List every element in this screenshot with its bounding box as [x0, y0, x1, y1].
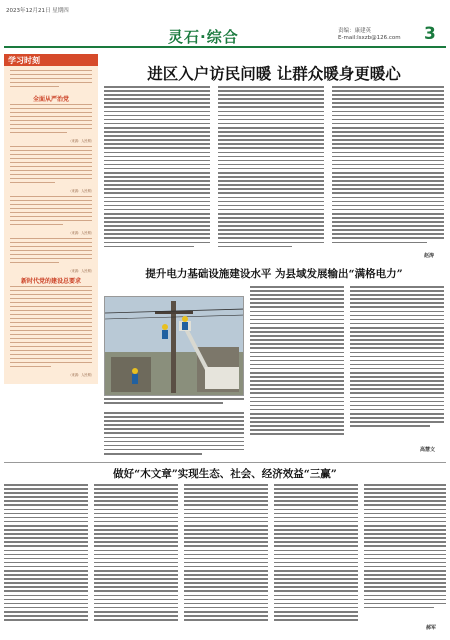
- article3-byline: 郝军: [426, 625, 437, 631]
- article3-body-col: [184, 484, 268, 623]
- page-number: 3: [424, 24, 436, 44]
- sidebar-text-block: [10, 146, 92, 186]
- power-workers-photo: [105, 297, 244, 396]
- article2-body-col: [250, 286, 344, 437]
- page-header: [0, 0, 450, 48]
- article3-body-col: [94, 484, 178, 623]
- sidebar-banner-label: 学习时刻: [8, 56, 40, 65]
- article1-byline: 赵涛: [424, 253, 435, 259]
- article2-body-col: [350, 286, 444, 429]
- study-sidebar: [4, 54, 98, 384]
- article3-headline: 做好“木文章”实现生态、社会、经济效益“三赢”: [113, 468, 337, 480]
- editor-email: E-mail:lsxzb@126.com: [338, 35, 401, 41]
- article3-body-col: [274, 484, 358, 623]
- source-note: （来源：人民网）: [68, 189, 94, 193]
- article1-headline: 进区入户访民问暖 让群众暖身更暖心: [147, 64, 401, 83]
- source-note: （来源：人民网）: [68, 139, 94, 143]
- source-note: （来源：人民网）: [68, 269, 94, 273]
- editor-info: [338, 28, 401, 42]
- article1-body-col: [218, 86, 324, 250]
- editor-name: 责编：康建英: [338, 28, 372, 34]
- sidebar-text-block: [10, 238, 92, 266]
- sidebar-text-block: [10, 196, 92, 228]
- sidebar-text-block: [10, 70, 92, 90]
- sidebar-heading: 全面从严治党: [32, 96, 69, 103]
- article2-photo: [104, 296, 244, 396]
- issue-date: 2023年12月21日 星期四: [6, 8, 69, 14]
- header-rule: [4, 46, 446, 48]
- article3-divider: [4, 462, 446, 463]
- source-note: （来源：人民网）: [68, 373, 94, 377]
- article1-body-col: [104, 86, 210, 250]
- article1-body-col: [332, 86, 444, 246]
- article3-body-col: [4, 484, 88, 623]
- article2-body-col: [104, 412, 244, 457]
- sidebar-text-block: [10, 286, 92, 370]
- article3-body-col: [364, 484, 446, 611]
- sidebar-text-block: [10, 104, 92, 136]
- article2-byline: 高慧文: [420, 447, 436, 453]
- article2-headline: 提升电力基础设施建设水平 为县域发展输出“满格电力”: [145, 268, 403, 280]
- sidebar-heading: 新时代党的建设总要求: [20, 278, 81, 285]
- source-note: （来源：人民网）: [68, 231, 94, 235]
- section-title: 灵石·综合: [168, 28, 239, 46]
- photo-caption: [104, 398, 244, 406]
- sidebar-banner: [4, 54, 98, 66]
